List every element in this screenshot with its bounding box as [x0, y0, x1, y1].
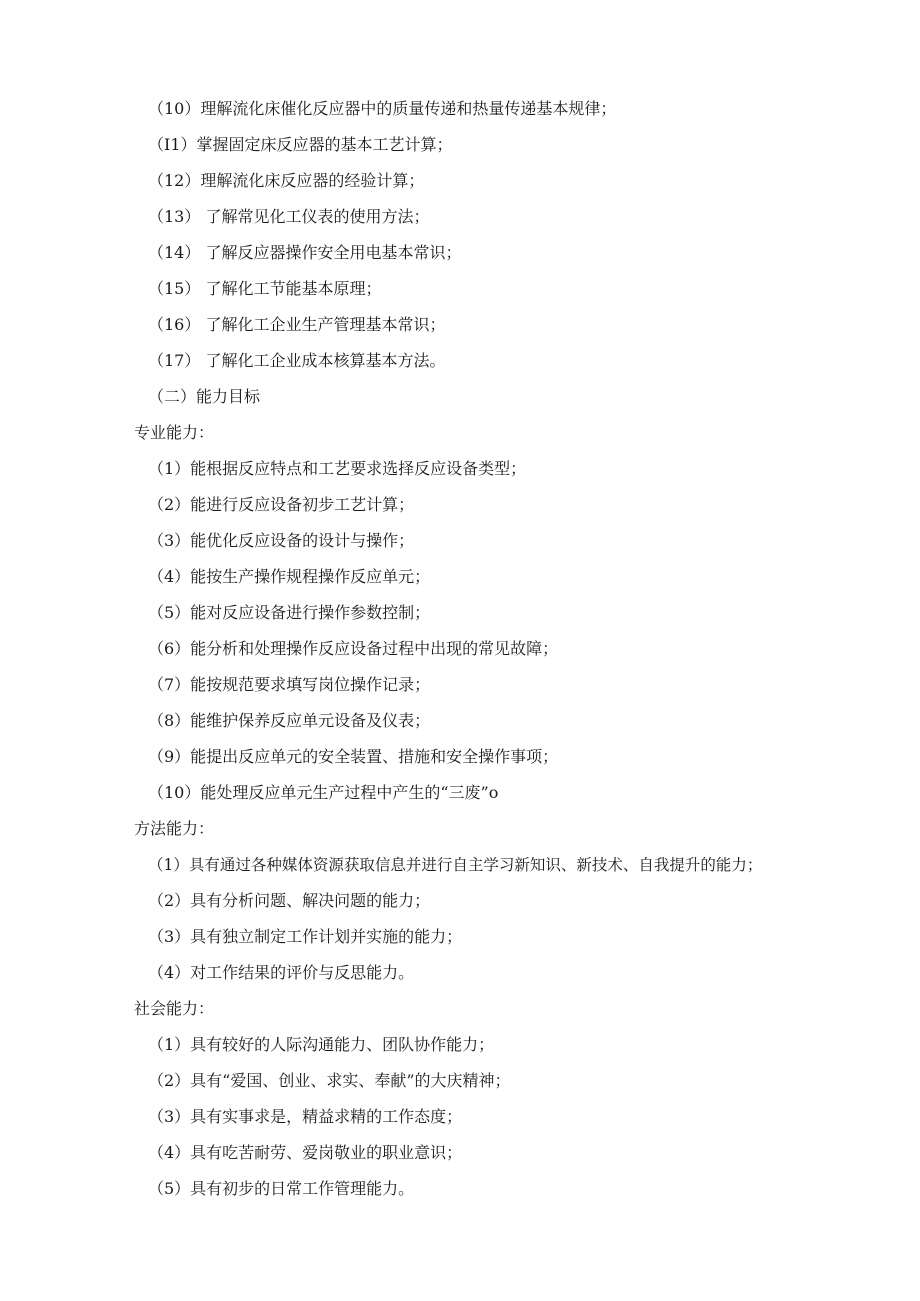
professional-ability-heading: 专业能力：	[134, 423, 215, 442]
professional-item-8: （8）能维护保养反应单元设备及仪表；	[148, 711, 431, 730]
social-item-3: （3）具有实事求是，精益求精的工作态度；	[148, 1107, 463, 1126]
method-item-4: （4）对工作结果的评价与反思能力。	[148, 963, 415, 982]
social-item-4: （4）具有吃苦耐劳、爱岗敬业的职业意识；	[148, 1143, 463, 1162]
professional-item-7: （7）能按规范要求填写岗位操作记录；	[148, 675, 431, 694]
professional-item-9: （9）能提出反应单元的安全装置、措施和安全操作事项；	[148, 747, 559, 766]
social-item-5: （5）具有初步的日常工作管理能力。	[148, 1179, 415, 1198]
professional-item-2: （2）能进行反应设备初步工艺计算；	[148, 495, 415, 514]
knowledge-item-16: （16） 了解化工企业生产管理基本常识；	[148, 315, 446, 334]
knowledge-item-11: （I1）掌握固定床反应器的基本工艺计算；	[148, 135, 453, 154]
professional-item-10: （10）能处理反应单元生产过程中产生的“三废”o	[148, 783, 499, 802]
ability-section-heading: （二）能力目标	[148, 387, 261, 406]
social-item-1: （1）具有较好的人际沟通能力、团队协作能力；	[148, 1035, 495, 1054]
knowledge-item-15: （15） 了解化工节能基本原理；	[148, 279, 382, 298]
method-item-1: （1）具有通过各种媒体资源获取信息并进行自主学习新知识、新技术、自我提升的能力；	[148, 856, 763, 874]
knowledge-item-17: （17） 了解化工企业成本核算基本方法。	[148, 351, 446, 370]
professional-item-4: （4）能按生产操作规程操作反应单元；	[148, 567, 431, 586]
knowledge-item-12: （12）理解流化床反应器的经验计算；	[148, 171, 425, 190]
knowledge-item-10: （10）理解流化床催化反应器中的质量传递和热量传递基本规律；	[148, 99, 617, 118]
social-item-2: （2）具有“爱国、创业、求实、奉献”的大庆精神；	[148, 1071, 511, 1090]
method-item-2: （2）具有分析问题、解决问题的能力；	[148, 891, 431, 910]
professional-item-5: （5）能对反应设备进行操作参数控制；	[148, 603, 431, 622]
knowledge-item-14: （14） 了解反应器操作安全用电基本常识；	[148, 243, 462, 262]
professional-item-1: （1）能根据反应特点和工艺要求选择反应设备类型；	[148, 459, 527, 478]
social-ability-heading: 社会能力：	[134, 999, 215, 1018]
method-item-3: （3）具有独立制定工作计划并实施的能力；	[148, 927, 463, 946]
professional-item-6: （6）能分析和处理操作反应设备过程中出现的常见故障；	[148, 639, 559, 658]
method-ability-heading: 方法能力：	[134, 819, 215, 838]
knowledge-item-13: （13） 了解常见化工仪表的使用方法；	[148, 207, 430, 226]
professional-item-3: （3）能优化反应设备的设计与操作；	[148, 531, 415, 550]
